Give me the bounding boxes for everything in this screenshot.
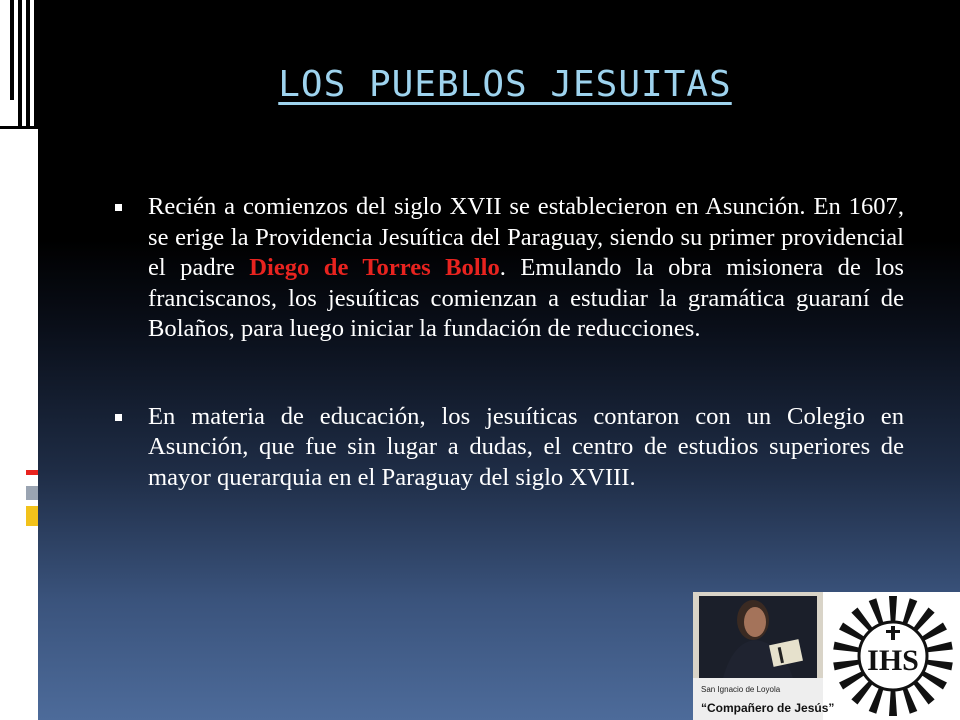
caption-large: “Compañero de Jesús” xyxy=(701,701,835,715)
highlighted-name: Diego de Torres Bollo xyxy=(249,254,500,281)
bullet-item xyxy=(112,402,904,494)
side-decoration xyxy=(22,470,38,550)
bullet-marker-icon xyxy=(115,414,122,421)
bullet-text-continued: . Emulando la obra misionera de los franciscanos, los jesuíticas comienzan a estudiar la gramática guaraní de Bolaños, para luego iniciar la fundación de reducciones. xyxy=(148,254,904,342)
bullet-text: En materia de educación, los jesuíticas contaron con un Colegio en Asunción, que fue sin lugar a dudas, el centro de estudios superiores de mayor querarquia en el Paraguay del siglo XVIII. xyxy=(148,402,904,491)
ihs-emblem-icon xyxy=(833,596,953,716)
bullet-marker-icon xyxy=(115,204,122,211)
bullet-item xyxy=(112,192,904,345)
loyola-image xyxy=(693,592,960,720)
slide-content xyxy=(112,192,904,493)
bullet-text: Recién a comienzos del siglo XVII se establecieron en Asunción. En 1607, se erige la Providencia Jesuítica del Paraguay, siendo su primer providencial el padre xyxy=(148,193,904,281)
slide-title: LOS PUEBLOS JESUITAS xyxy=(278,64,732,105)
caption-small: San Ignacio de Loyola xyxy=(701,685,781,694)
svg-text:IHS: IHS xyxy=(867,644,919,677)
